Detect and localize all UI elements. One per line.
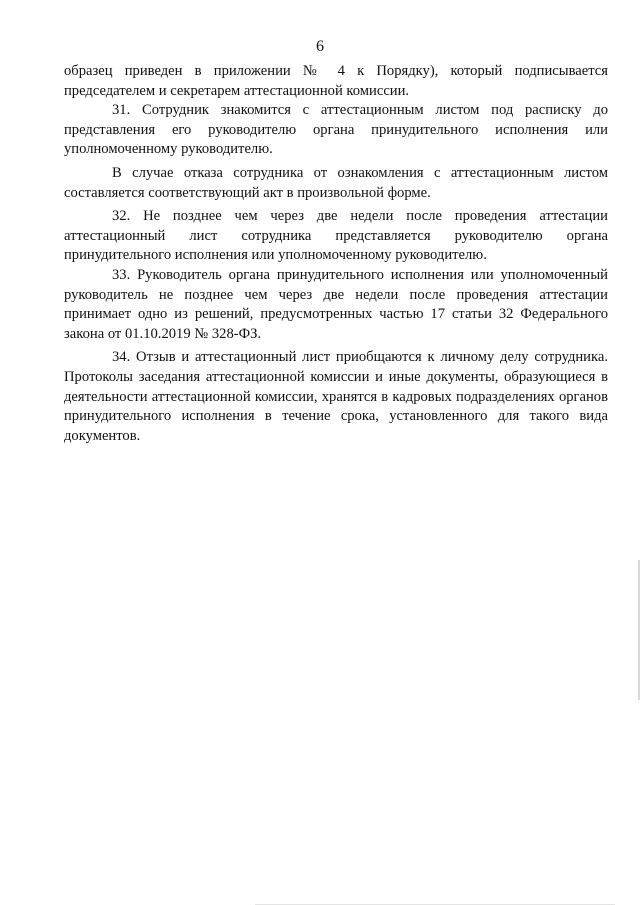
document-body: [64, 62, 608, 450]
paragraph-33: 33. Руководитель органа принудительного исполнения или уполномоченный руководитель не позднее чем через две недели после проведения аттестации принимает одно из решений, предусмотренных частью 17 статьи 32 Федерального закона от 01.10.2019 № 328-ФЗ.: [64, 266, 608, 342]
paragraph-34: 34. Отзыв и аттестационный лист приобщаются к личному делу сотрудника. Протоколы заседания аттестационной комиссии и иные документы, образующиеся в деятельности аттестационной комиссии, хранятся в кадровых подразделениях органов принудительного исполнения в течение срока, установленного для такого вида документов.: [64, 349, 608, 444]
page-number: 6: [316, 38, 324, 55]
paragraph-31: 31. Сотрудник знакомится с аттестационным листом под расписку до представления его руководителю органа принудительного исполнения или уполномоченному руководителю.: [64, 102, 608, 158]
paragraph-continuation: образец приведен в приложении № 4 к Порядку), который подписывается председателем и секретарем аттестационной комиссии.: [64, 63, 608, 99]
paragraph-32: 32. Не позднее чем через две недели после проведения аттестации аттестационный лист сотрудника представляется руководителю органа принудительного исполнения или уполномоченному руководителю.: [64, 208, 608, 264]
paragraph-refusal: В случае отказа сотрудника от ознакомления с аттестационным листом составляется соответствующий акт в произвольной форме.: [64, 164, 608, 201]
